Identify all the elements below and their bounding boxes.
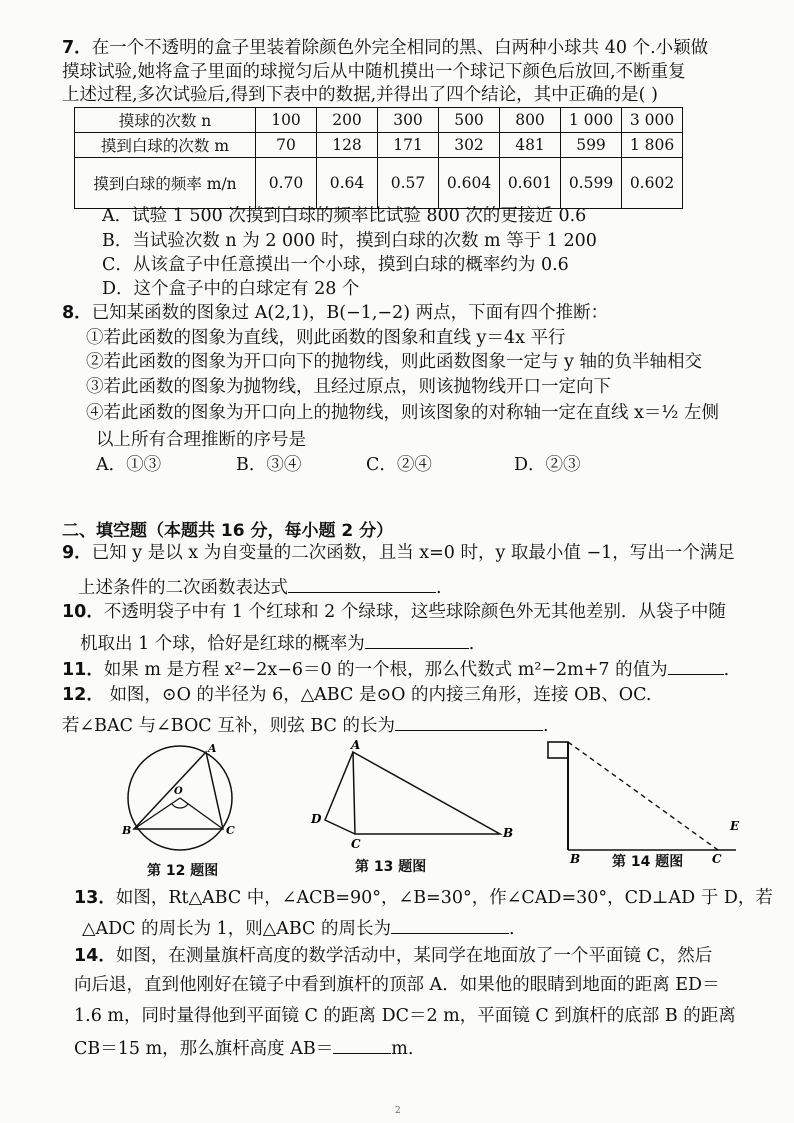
table-cell: 300 <box>378 108 439 133</box>
q8-choice-b: B．③④ <box>236 455 302 475</box>
label-o: O <box>174 786 183 797</box>
table-cell: 70 <box>256 133 317 158</box>
label-b: B <box>570 852 581 865</box>
label-d: D <box>311 812 322 826</box>
answer-blank[interactable] <box>395 712 543 731</box>
segment-ob <box>134 798 180 829</box>
q8-stem: 8．已知某函数的图象过 A(2,1)，B(−1,−2) 两点，下面有四个推断： <box>62 303 609 323</box>
q7-line3: 上述过程,多次试验后,得到下表中的数据,并得出了四个结论，其中正确的是( ) <box>62 85 658 105</box>
label-c: C <box>712 852 722 865</box>
table-cell: 0.602 <box>622 158 683 209</box>
table-cell: 0.599 <box>561 158 622 209</box>
figure-14-caption: 第 14 题图 <box>612 854 684 870</box>
label-a: A <box>208 742 217 755</box>
q10-line2: 机取出 1 个球，恰好是红球的概率为 . <box>80 630 474 656</box>
table-cell: 0.64 <box>317 158 378 209</box>
answer-blank[interactable] <box>288 574 436 593</box>
section-title: 二、填空题（本题共 16 分，每小题 2 分） <box>62 521 394 541</box>
table-cell: 128 <box>317 133 378 158</box>
table-cell: 1 806 <box>622 133 683 158</box>
q12-line2: 若∠BAC 与∠BOC 互补，则弦 BC 的长为 . <box>62 712 549 738</box>
table-cell: 500 <box>439 108 500 133</box>
q9-line2: 上述条件的二次函数表达式 . <box>78 574 442 600</box>
table-cell: 200 <box>317 108 378 133</box>
table-cell: 0.70 <box>256 158 317 209</box>
table-cell: 800 <box>500 108 561 133</box>
q8-choices <box>96 453 581 477</box>
q14-line1: 14．如图，在测量旗杆高度的数学活动中，某同学在地面放了一个平面镜 C，然后 <box>74 946 713 966</box>
figure-12 <box>108 740 258 860</box>
triangle-abc <box>353 752 500 834</box>
q8-summary: 以上所有合理推断的序号是 <box>96 430 306 450</box>
q14-line4: CB＝15 m，那么旗杆高度 AB＝ m. <box>74 1035 413 1061</box>
label-c: C <box>226 824 235 837</box>
q14-line3: 1.6 m，同时量得他到平面镜 C 的距离 DC＝2 m，平面镜 C 到旗杆的底部 B 的距离 <box>74 1006 736 1026</box>
table-cell: 0.604 <box>439 158 500 209</box>
table-cell: 0.57 <box>378 158 439 209</box>
q7-line2: 摸球试验,她将盒子里面的球搅匀后从中随机摸出一个球记下颜色后放回,不断重复 <box>62 62 686 82</box>
answer-blank[interactable] <box>391 915 509 934</box>
q8-choice-a: A．①③ <box>96 455 162 475</box>
table-row <box>75 133 683 158</box>
label-c: C <box>351 837 361 851</box>
sight-line <box>568 742 718 850</box>
figure-13 <box>305 738 525 853</box>
q8-item-2: ②若此函数的图象为开口向下的抛物线，则此函数图象一定与 y 轴的负半轴相交 <box>86 352 703 372</box>
q7-option-a: A．试验 1 500 次摸到白球的频率比试验 800 次的更接近 0.6 <box>102 206 587 226</box>
q8-item-4: ④若此函数的图象为开口向上的抛物线，则该图象的对称轴一定在直线 x＝½ 左侧 <box>86 403 719 423</box>
q8-item-1: ①若此函数的图象为直线，则此函数的图象和直线 y＝4x 平行 <box>86 328 566 348</box>
table-cell: 0.601 <box>500 158 561 209</box>
label-a: A <box>351 738 361 752</box>
figure-14 <box>540 730 750 865</box>
triangle-adc <box>325 752 355 834</box>
table-cell: 3 000 <box>622 108 683 133</box>
q7-option-b: B．当试验次数 n 为 2 000 时，摸到白球的次数 m 等于 1 200 <box>102 231 597 251</box>
figure-12-caption: 第 12 题图 <box>147 863 219 879</box>
table-cell: 171 <box>378 133 439 158</box>
q9-line1: 9．已知 y 是以 x 为自变量的二次函数，且当 x=0 时，y 取最小值 −1，写出一个满足 <box>62 543 735 563</box>
q7-line1: 7．在一个不透明的盒子里装着除颜色外完全相同的黑、白两种小球共 40 个.小颖做 <box>62 38 709 58</box>
table-header-cell: 摸球的次数 n <box>75 108 256 133</box>
q8-item-3: ③若此函数的图象为抛物线，且经过原点，则该抛物线开口一定向下 <box>86 377 611 397</box>
page-number: 2 <box>395 1106 401 1116</box>
table-header-cell: 摸到白球的频率 m/n <box>75 158 256 209</box>
q8-choice-c: C．②④ <box>366 455 432 475</box>
table-cell: 481 <box>500 133 561 158</box>
table-cell: 100 <box>256 108 317 133</box>
q13-line1: 13．如图，Rt△ABC 中，∠ACB=90°，∠B=30°，作∠CAD=30°，CD⊥AD 于 D，若 <box>74 888 773 908</box>
table-row <box>75 108 683 133</box>
q10-line1: 10．不透明袋子中有 1 个红球和 2 个绿球，这些球除颜色外无其他差别．从袋子中随 <box>62 602 726 622</box>
angle-arc <box>172 804 188 808</box>
answer-blank[interactable] <box>365 630 469 649</box>
q12-line1: 12． 如图，⊙O 的半径为 6，△ABC 是⊙O 的内接三角形，连接 OB、OC. <box>62 685 652 705</box>
table-header-cell: 摸到白球的次数 m <box>75 133 256 158</box>
figure-13-caption: 第 13 题图 <box>355 859 427 875</box>
flag <box>548 742 568 758</box>
table-cell: 1 000 <box>561 108 622 133</box>
q13-line2: △ADC 的周长为 1，则△ABC 的周长为 . <box>82 915 515 941</box>
q8-choice-d: D．②③ <box>514 455 581 475</box>
answer-blank[interactable] <box>668 656 724 675</box>
table-row <box>75 158 683 209</box>
table-cell: 302 <box>439 133 500 158</box>
label-e: E <box>730 819 740 833</box>
q7-option-d: D．这个盒子中的白球定有 28 个 <box>102 279 360 299</box>
label-b: B <box>122 824 132 837</box>
q14-line2: 向后退，直到他刚好在镜子中看到旗杆的顶部 A．如果他的眼睛到地面的距离 ED＝ <box>74 975 720 995</box>
q7-option-c: C．从该盒子中任意摸出一个小球，摸到白球的概率约为 0.6 <box>102 255 569 275</box>
q11-line1: 11．如果 m 是方程 x²−2x−6＝0 的一个根，那么代数式 m²−2m+7 的值为 . <box>62 656 729 682</box>
table-cell: 599 <box>561 133 622 158</box>
answer-blank[interactable] <box>333 1035 391 1054</box>
label-b: B <box>503 826 514 840</box>
frequency-table <box>74 107 683 209</box>
